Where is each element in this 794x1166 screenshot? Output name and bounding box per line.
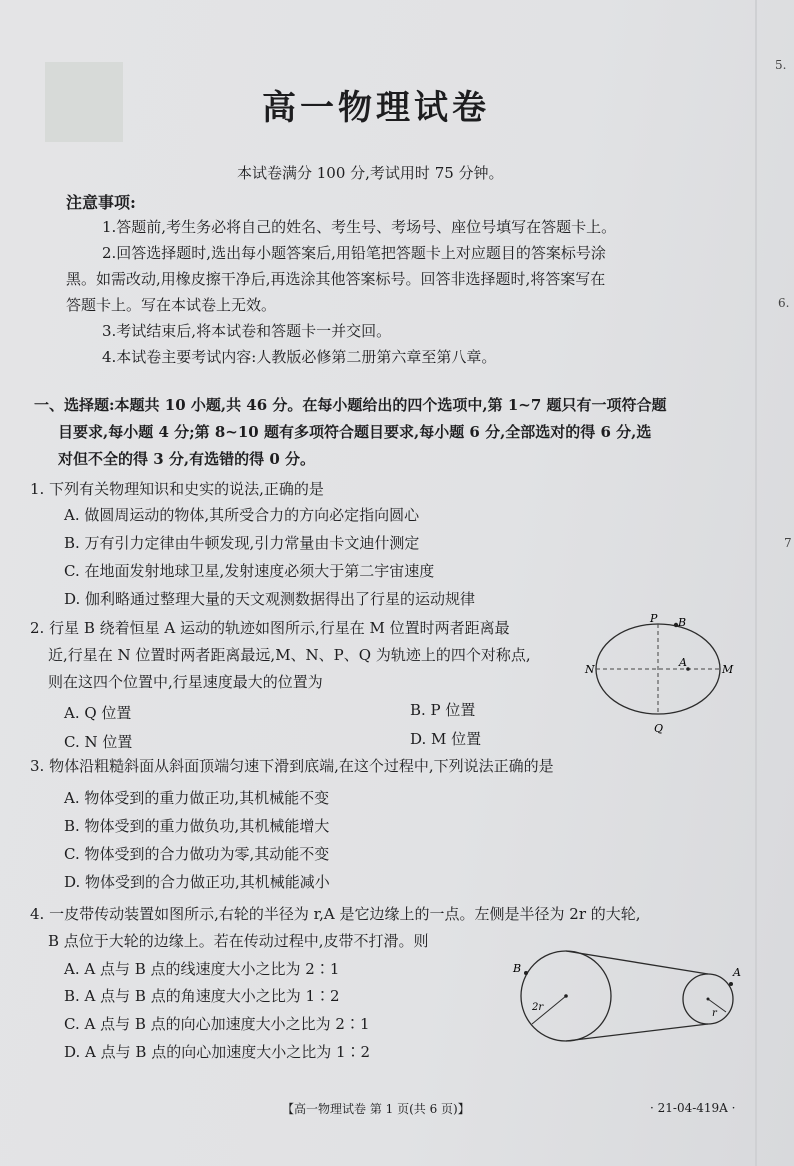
page-footer: 【高一物理试卷 第 1 页(共 6 页)】 — [282, 1102, 470, 1116]
notice-line: 3.考试结束后,将本试卷和答题卡一并交回。 — [102, 322, 392, 340]
label-b: B — [678, 616, 687, 629]
orbit-figure — [580, 612, 740, 738]
label-q: Q — [654, 722, 664, 735]
option: D. 物体受到的合力做正功,其机械能减小 — [64, 873, 330, 891]
option: A. A 点与 B 点的线速度大小之比为 2∶1 — [64, 960, 340, 978]
belt-figure — [508, 948, 748, 1048]
option: A. Q 位置 — [64, 704, 132, 722]
page-code: · 21-04-419A · — [650, 1101, 736, 1115]
belt-top — [566, 951, 708, 974]
big-center — [564, 994, 568, 998]
option: D. M 位置 — [410, 730, 482, 748]
option: C. N 位置 — [64, 733, 133, 751]
option: D. A 点与 B 点的向心加速度大小之比为 1∶2 — [64, 1043, 371, 1061]
option: B. A 点与 B 点的角速度大小之比为 1∶2 — [64, 987, 340, 1005]
option: B. P 位置 — [410, 701, 476, 719]
question-stem: 近,行星在 N 位置时两者距离最远,M、N、P、Q 为轨迹上的四个对称点, — [48, 646, 531, 664]
margin-number: 6. — [778, 296, 790, 310]
notice-line: 答题卡上。写在本试卷上无效。 — [66, 296, 277, 314]
option: B. 万有引力定律由牛顿发现,引力常量由卡文迪什测定 — [64, 534, 420, 552]
question-stem: 则在这四个位置中,行星速度最大的位置为 — [48, 673, 323, 691]
label-b: B — [513, 962, 522, 975]
exam-meta: 本试卷满分 100 分,考试用时 75 分钟。 — [237, 164, 504, 182]
question-stem: 3. 物体沿粗糙斜面从斜面顶端匀速下滑到底端,在这个过程中,下列说法正确的是 — [30, 757, 554, 775]
notice-line: 1.答题前,考生务必将自己的姓名、考生号、考场号、座位号填写在答题卡上。 — [102, 218, 617, 236]
question-stem: B 点位于大轮的边缘上。若在传动过程中,皮带不打滑。则 — [48, 932, 429, 950]
notice-line: 2.回答选择题时,选出每小题答案后,用铅笔把答题卡上对应题目的答案标号涂 — [102, 244, 606, 262]
point-a — [729, 982, 733, 986]
option: C. 在地面发射地球卫星,发射速度必须大于第二宇宙速度 — [64, 562, 435, 580]
option: A. 做圆周运动的物体,其所受合力的方向必定指向圆心 — [64, 506, 420, 524]
page-fold — [755, 0, 757, 1166]
small-radius — [708, 999, 726, 1012]
label-m: M — [722, 663, 734, 676]
margin-number: 7 — [784, 536, 792, 550]
option: B. 物体受到的重力做负功,其机械能增大 — [64, 817, 330, 835]
point-b — [524, 971, 528, 975]
section-instructions: 对但不全的得 3 分,有选错的得 0 分。 — [58, 450, 315, 468]
label-n: N — [585, 663, 595, 676]
belt-bottom — [566, 1024, 708, 1041]
question-stem: 2. 行星 B 绕着恒星 A 运动的轨迹如图所示,行星在 M 位置时两者距离最 — [30, 619, 510, 637]
margin-number: 5. — [775, 58, 787, 72]
option: A. 物体受到的重力做正功,其机械能不变 — [64, 789, 330, 807]
small-center — [707, 998, 710, 1001]
question-stem: 4. 一皮带传动装置如图所示,右轮的半径为 r,A 是它边缘上的一点。左侧是半径为 2r 的大轮, — [30, 905, 641, 923]
option: D. 伽利略通过整理大量的天文观测数据得出了行星的运动规律 — [64, 590, 476, 608]
section-instructions: 目要求,每小题 4 分;第 8~10 题有多项符合题目要求,每小题 6 分,全部选对的得 6 分,选 — [58, 423, 652, 441]
label-a: A — [679, 656, 687, 669]
label-a: A — [733, 966, 741, 979]
page-title: 高一物理试卷 — [262, 88, 490, 128]
label-p: P — [650, 612, 658, 625]
label-r: r — [712, 1008, 717, 1019]
stamp-mark — [45, 62, 123, 142]
option: C. 物体受到的合力做功为零,其动能不变 — [64, 845, 330, 863]
option: C. A 点与 B 点的向心加速度大小之比为 2∶1 — [64, 1015, 370, 1033]
notice-line: 4.本试卷主要考试内容:人教版必修第二册第六章至第八章。 — [102, 348, 497, 366]
section-instructions: 一、选择题:本题共 10 小题,共 46 分。在每小题给出的四个选项中,第 1~7 题只有一项符合题 — [34, 396, 667, 414]
question-stem: 1. 下列有关物理知识和史实的说法,正确的是 — [30, 480, 324, 498]
notice-line: 黑。如需改动,用橡皮擦干净后,再选涂其他答案标号。回答非选择题时,将答案写在 — [66, 270, 606, 288]
notice-heading: 注意事项: — [66, 193, 136, 212]
label-2r: 2r — [532, 1002, 544, 1013]
